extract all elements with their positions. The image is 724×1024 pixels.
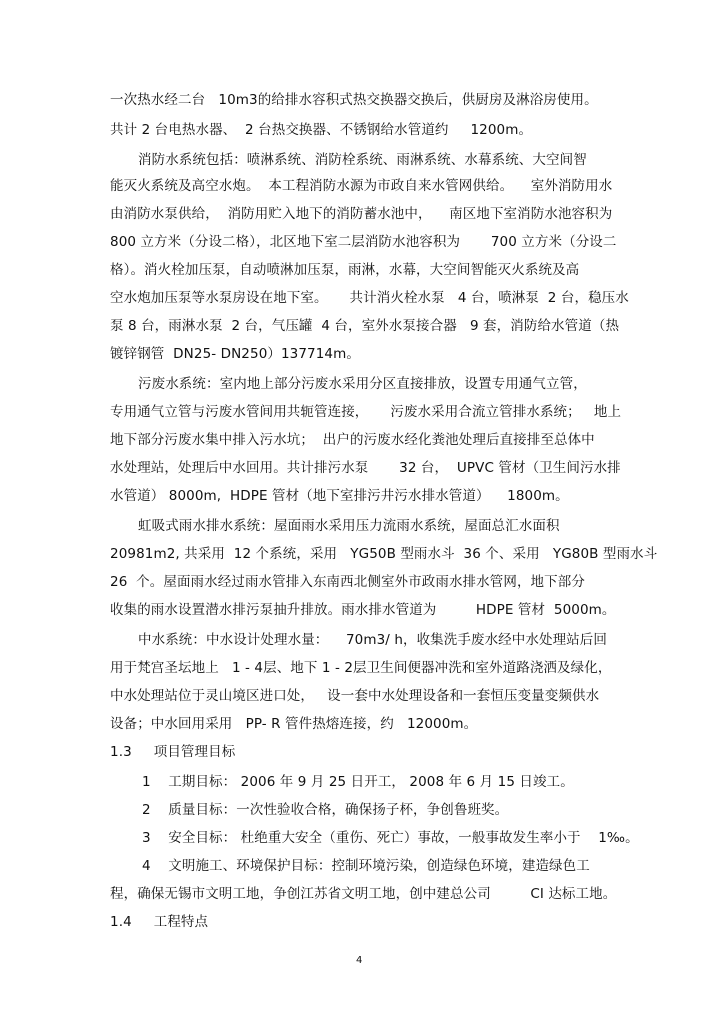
list-item: 3 安全目标： 杜绝重大安全（重伤、死亡）事故，一般事故发生率小于 1‰。 [142, 830, 639, 846]
text-line: 污废水系统：室内地上部分污废水采用分区直接排放，设置专用通气立管， [138, 376, 587, 392]
text-line: 中水处理站位于灵山境区进口处， 设一套中水处理设备和一套恒压变量变频供水 [110, 688, 600, 704]
list-item: 2 质量目标：一次性验收合格，确保扬子杯，争创鲁班奖。 [142, 802, 509, 818]
text-line: 镀锌钢管 DN25- DN250）137714m。 [110, 346, 360, 362]
list-item: 1 工期目标： 2006 年 9 月 25 日开工， 2008 年 6 月 15 日竣工。 [142, 774, 574, 790]
text-line: 程，确保无锡市文明工地，争创江苏省文明工地，创中建总公司 CI 达标工地。 [110, 886, 617, 902]
text-line: 用于梵宫圣坛地上 1 - 4层、地下 1 - 2层卫生间便器冲洗和室外道路浇洒及绿化， [110, 660, 612, 676]
text-line: 800 立方米（分设二格），北区地下室二层消防水池容积为 700 立方米（分设二 [110, 234, 617, 250]
text-line: 能灭火系统及高空水炮。 本工程消防水源为市政自来水管网供给。 室外消防用水 [110, 178, 613, 194]
text-line: 收集的雨水设置潜水排污泵抽升排放。雨水排水管道为 HDPE 管材 5000m。 [110, 602, 616, 618]
page-number: 4 [356, 955, 363, 966]
text-line: 共计 2 台电热水器、 2 台热交换器、不锈钢给水管道约 1200m。 [110, 122, 533, 138]
section-heading: 1.3 项目管理目标 [110, 744, 236, 760]
text-line: 消防水系统包括：喷淋系统、消防栓系统、雨淋系统、水幕系统、大空间智 [138, 152, 587, 168]
text-line: 专用通气立管与污废水管间用共轭管连接， 污废水采用合流立管排水系统； 地上 [110, 404, 622, 420]
section-heading: 1.4 工程特点 [110, 914, 209, 930]
text-line: 泵 8 台，雨淋水泵 2 台，气压罐 4 台，室外水泵接合器 9 套，消防给水管道（热 [110, 318, 620, 334]
text-line: 一次热水经二台 10m3的给排水容积式热交换器交换后，供厨房及淋浴房使用。 [110, 92, 598, 108]
text-line: 水处理站，处理后中水回用。共计排污水泵 32 台， UPVC 管材（卫生间污水排 [110, 460, 621, 476]
text-line: 水管道） 8000m, HDPE 管材（地下室排污井污水排水管道） 1800m。 [110, 488, 569, 504]
text-line: 26 个。屋面雨水经过雨水管排入东南西北侧室外市政雨水排水管网，地下部分 [110, 574, 585, 590]
text-line: 空水炮加压泵等水泵房设在地下室。 共计消火栓水泵 4 台，喷淋泵 2 台，稳压水 [110, 290, 629, 306]
text-line: 20981m2, 共采用 12 个系统，采用 YG50B 型雨水斗 36 个、采用 YG80B 型雨水斗 [110, 546, 658, 562]
text-line: 由消防水泵供给， 消防用贮入地下的消防蓄水池中， 南区地下室消防水池容积为 [110, 206, 613, 222]
text-line: 虹吸式雨水排水系统：屋面雨水采用压力流雨水系统，屋面总汇水面积 [138, 518, 560, 534]
text-line: 中水系统：中水设计处理水量： 70m3/ h，收集洗手废水经中水处理站后回 [138, 632, 607, 648]
text-line: 格）。消火栓加压泵，自动喷淋加压泵，雨淋，水幕，大空间智能灭火系统及高 [110, 262, 580, 278]
text-line: 设备；中水回用采用 PP- R 管件热熔连接，约 12000m。 [110, 716, 478, 732]
list-item: 4 文明施工、环境保护目标：控制环境污染，创造绿色环境，建造绿色工 [142, 858, 590, 874]
text-line: 地下部分污废水集中排入污水坑； 出户的污废水经化粪池处理后直接排至总体中 [110, 432, 595, 448]
